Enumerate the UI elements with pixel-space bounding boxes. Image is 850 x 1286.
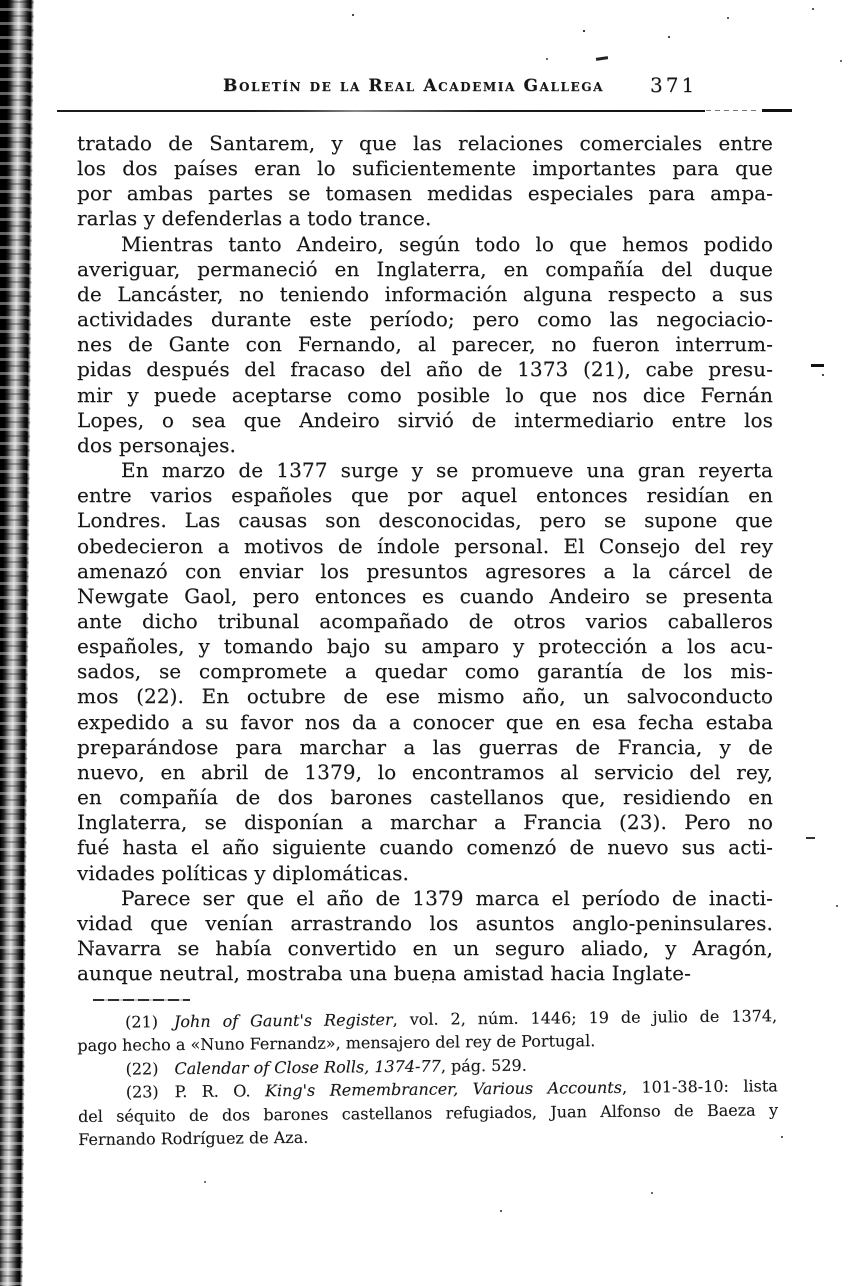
text-line: aunque neutral, mostraba una buena amistad hacia Inglate-	[77, 961, 691, 986]
footnote-number: (22)	[125, 1059, 159, 1079]
scan-speckle-noise	[0, 0, 2, 2]
text-line: españoles, y tomando bajo su amparo y protección a los acu-	[77, 634, 773, 659]
scan-mark-dash	[811, 364, 824, 367]
text-line: dos personajes.	[77, 432, 236, 457]
text-line: entre varios españoles que por aquel entonces residían en	[77, 483, 773, 508]
text-line: fué hasta el año siguiente cuando comenzó de nuevo sus acti-	[77, 835, 773, 860]
header-rule	[57, 110, 705, 112]
footnote-text: del séquito de dos barones castellanos refugiados, Juan Alfonso de Baeza y	[77, 1099, 779, 1126]
text-line: Londres. Las causas son desconocidas, pero se supone que	[77, 508, 773, 533]
text-line: mir y puede aceptarse como posible lo que nos dice Fernán	[77, 382, 773, 407]
text-line: amenazó con enviar los presuntos agresores a la cárcel de	[77, 558, 773, 583]
paragraph	[77, 458, 773, 886]
book-gutter-shadow	[0, 0, 34, 1286]
footnotes	[77, 1004, 778, 1151]
footnote-text: King's Remembrancer, Various Accounts	[264, 1077, 622, 1101]
footnote-number: (23)	[125, 1082, 159, 1102]
text-line: por ambas partes se tomasen medidas especiales para ampa-	[77, 181, 773, 206]
text-line: vidades políticas y diplomáticas.	[77, 860, 409, 885]
text-line: Lopes, o sea que Andeiro sirvió de intermediario entre los	[77, 407, 773, 432]
footnote-text: , pág. 529.	[440, 1055, 527, 1076]
footnote-text: , vol. 2, núm. 1446; 19 de julio de 1374,	[392, 1006, 778, 1029]
paragraph	[77, 886, 773, 987]
text-line: Inglaterra, se disponían a marchar a Francia (23). Pero no	[77, 810, 773, 835]
text-line: rarlas y defenderlas a todo trance.	[77, 206, 432, 231]
footnote-number: (21)	[125, 1012, 159, 1032]
text-line: mos (22). En octubre de ese mismo año, un salvoconducto	[77, 684, 773, 709]
text-line: En marzo de 1377 surge y se promueve una gran reyerta	[121, 458, 773, 483]
text-line: obedecieron a motivos de índole personal. El Consejo del rey	[77, 533, 773, 558]
text-line: nuevo, en abril de 1379, lo encontramos al servicio del rey,	[77, 759, 773, 784]
text-line: nes de Gante con Fernando, al parecer, no fueron interrum-	[77, 332, 773, 357]
scan-mark-dash	[596, 56, 608, 61]
footnote-text: Calendar of Close Rolls, 1374-77	[174, 1056, 441, 1078]
text-line: vidad que venían arrastrando los asuntos anglo-peninsulares.	[77, 910, 773, 935]
text-line: los dos países eran lo suficientemente importantes para que	[77, 156, 773, 181]
text-line: preparándose para marchar a las guerras de Francia, y de	[77, 734, 773, 759]
footnote-text: Fernando Rodríguez de Aza.	[78, 1127, 309, 1150]
body-text	[77, 131, 773, 986]
text-line: tratado de Santarem, y que las relaciones comerciales entre	[77, 131, 773, 155]
paragraph	[77, 131, 773, 232]
journal-title: Boletín de la Real Academia Gallega	[223, 76, 605, 96]
text-line: Newgate Gaol, pero entonces es cuando Andeiro se presenta	[77, 583, 773, 608]
text-line: Navarra se había convertido en un seguro aliado, y Aragón,	[77, 936, 773, 960]
text-line: de Lancáster, no teniendo información alguna respecto a sus	[77, 281, 773, 306]
footnote-text: John of Gaunt's Register	[173, 1009, 393, 1032]
scan-mark-dash	[806, 837, 815, 839]
footnote-text: P. R. O.	[174, 1081, 266, 1102]
footnote-text: , 101-38-10: lista	[621, 1076, 778, 1097]
text-line: expedido a su favor nos da a conocer que en esa fecha estaba	[77, 709, 773, 734]
header-rule-faded-segment	[706, 110, 760, 111]
footnote	[78, 1074, 779, 1151]
footnote-separator	[93, 999, 190, 1001]
text-line: en compañía de dos barones castellanos que, residiendo en	[77, 785, 773, 810]
text-line: averiguar, permaneció en Inglaterra, en compañía del duque	[77, 256, 773, 281]
text-line: ante dicho tribunal acompañado de otros varios caballeros	[77, 608, 773, 633]
text-line: Parece ser que el año de 1379 marca el período de inacti-	[121, 885, 773, 910]
text-line: sados, se compromete a quedar como garantía de los mis-	[77, 659, 773, 684]
text-line: pidas después del fracaso del año de 1373 (21), cabe presu-	[77, 357, 773, 382]
text-line: actividades durante este período; pero como las negociacio-	[77, 307, 773, 332]
page-number: 371	[650, 73, 698, 97]
footnote-text: pago hecho a «Nuno Fernandz», mensajero del rey de Portugal.	[77, 1031, 596, 1056]
paragraph	[77, 232, 773, 458]
header-rule-end-dash	[762, 109, 792, 112]
footnote	[77, 1004, 777, 1058]
text-line: Mientras tanto Andeiro, según todo lo que hemos podido	[121, 231, 773, 256]
